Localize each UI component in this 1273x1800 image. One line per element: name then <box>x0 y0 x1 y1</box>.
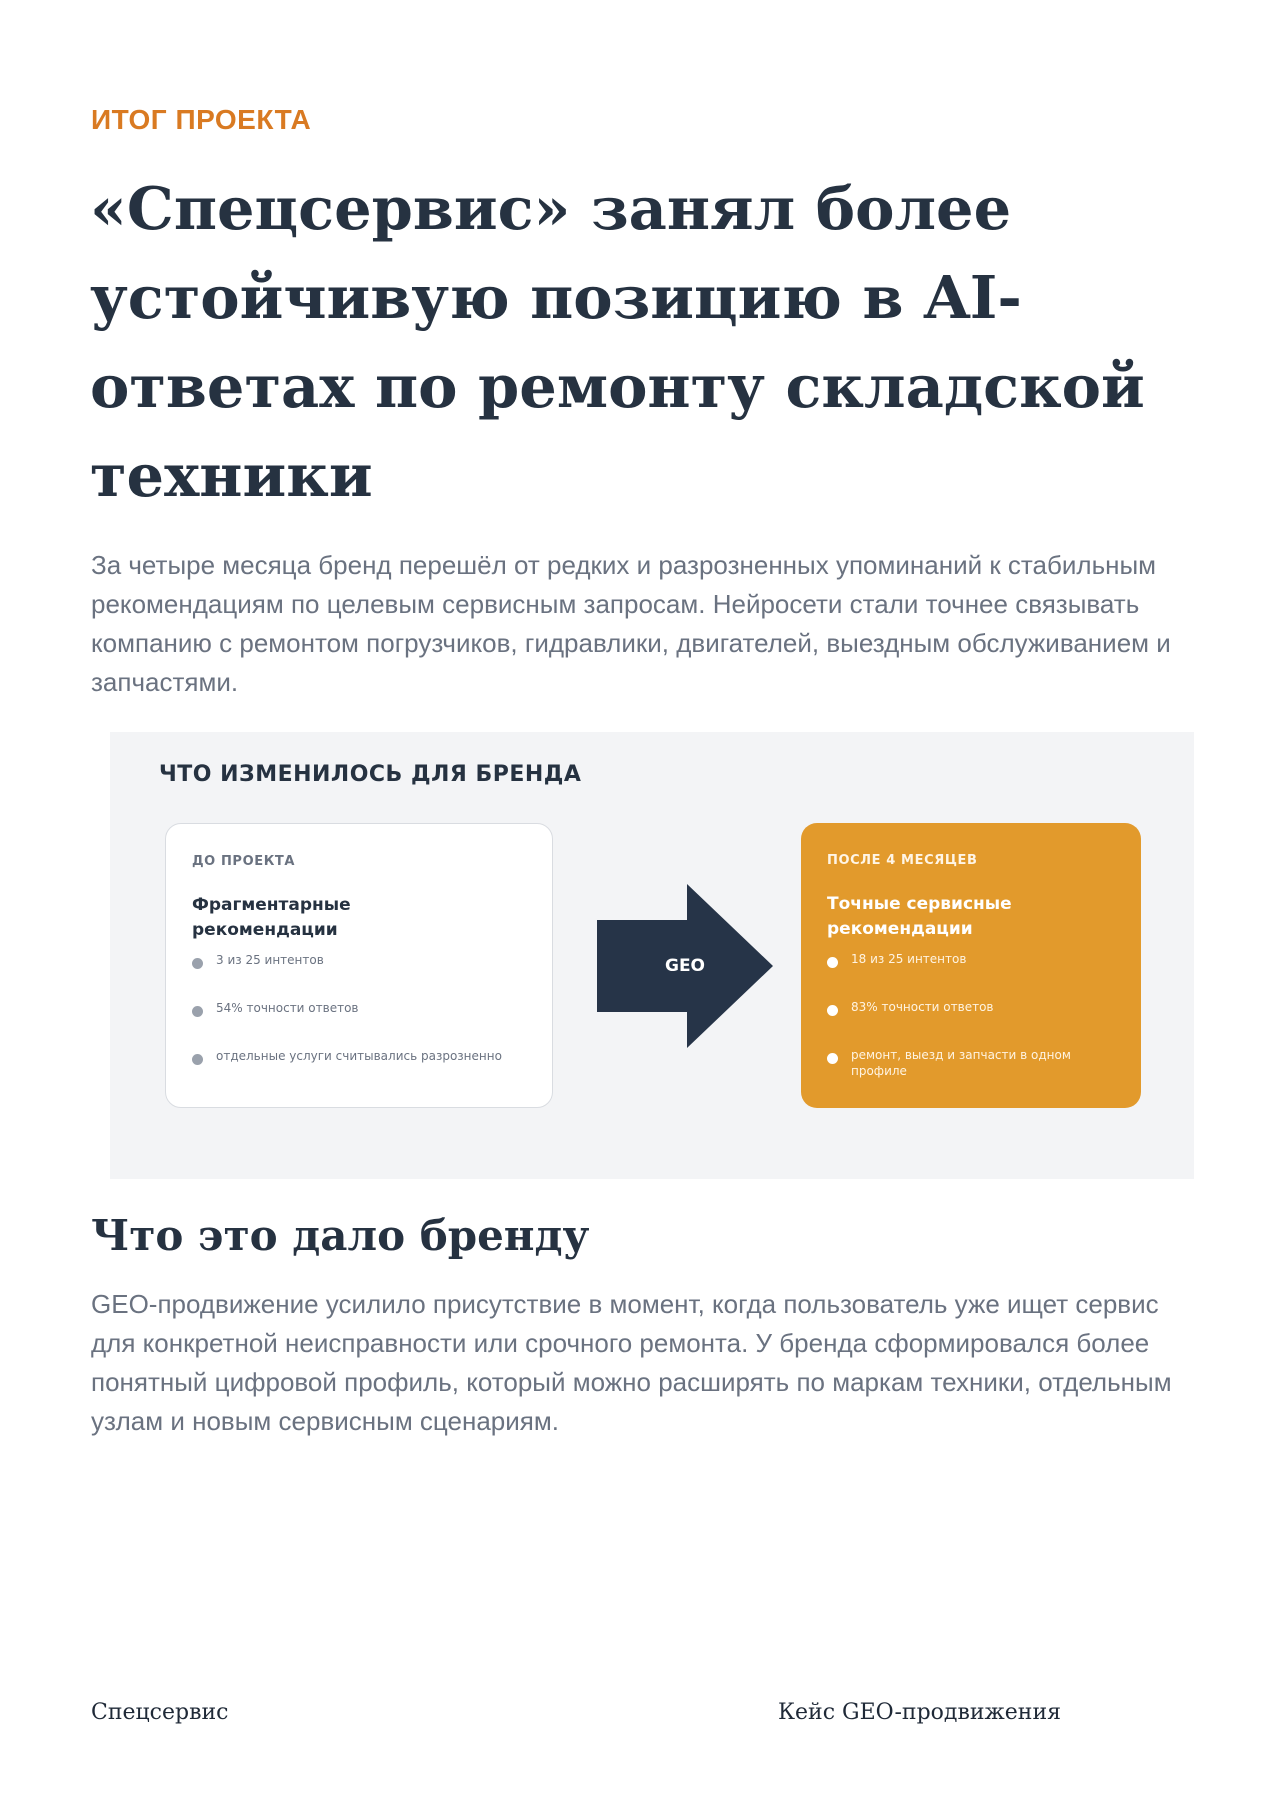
arrow-label: GEO <box>664 956 706 976</box>
bullet-text: 18 из 25 интентов <box>851 952 967 966</box>
section-paragraph: GEO-продвижение усилило присутствие в момент, когда пользователь уже ищет сервис для конкретной неисправности или срочного ремонта. У бренда сформировался более понятный цифровой профиль, который можно расширять по маркам техники, отдельным узлам и новым сервисным сценариям. <box>91 1289 1172 1436</box>
list-item <box>827 951 1127 999</box>
list-item <box>192 952 532 1000</box>
bullet-text: 54% точности ответов <box>216 1001 359 1015</box>
list-item <box>827 999 1127 1047</box>
list-item <box>192 1048 532 1096</box>
after-bullet-list <box>827 951 1127 1095</box>
bullet-text: 3 из 25 интентов <box>216 953 324 967</box>
bullet-text: ремонт, выезд и запчасти в одном профиле <box>851 1048 1071 1078</box>
bullet-dot-icon <box>827 957 838 968</box>
bullet-dot-icon <box>827 1053 838 1064</box>
bullet-dot-icon <box>827 1005 838 1016</box>
section-title: Что это дало бренду <box>91 1211 590 1260</box>
comparison-panel <box>110 732 1194 1179</box>
bullet-dot-icon <box>192 1054 203 1065</box>
footer-brand: Спецсервис <box>91 1700 229 1725</box>
after-heading: Точные сервисные рекомендации <box>827 894 1012 939</box>
lead-paragraph: За четыре месяца бренд перешёл от редких и разрозненных упоминаний к стабильным рекомендациям по целевым сервисным запросам. Нейросети стали точнее связывать компанию с ремонтом погрузчиков, гидравлики, двигателей, выездным обслуживанием и запчастями. <box>91 550 1171 697</box>
bullet-text: отдельные услуги считывались разрозненно <box>216 1049 502 1063</box>
page-title: «Спецсервис» занял более устойчивую позицию в AI-ответах по ремонту складской техники <box>90 174 1145 510</box>
footer-caption: Кейс GEO-продвижения <box>778 1700 1061 1725</box>
before-label: ДО ПРОЕКТА <box>192 854 296 869</box>
bullet-text: 83% точности ответов <box>851 1000 994 1014</box>
before-heading: Фрагментарные рекомендации <box>192 895 351 940</box>
comparison-title: ЧТО ИЗМЕНИЛОСЬ ДЛЯ БРЕНДА <box>159 762 582 787</box>
list-item <box>827 1047 1127 1095</box>
section-kicker: ИТОГ ПРОЕКТА <box>91 104 312 135</box>
list-item <box>192 1000 532 1048</box>
after-card <box>801 823 1141 1108</box>
before-card <box>165 823 553 1108</box>
before-bullet-list <box>192 952 532 1096</box>
after-label: ПОСЛЕ 4 МЕСЯЦЕВ <box>827 853 978 868</box>
bullet-dot-icon <box>192 1006 203 1017</box>
bullet-dot-icon <box>192 958 203 969</box>
